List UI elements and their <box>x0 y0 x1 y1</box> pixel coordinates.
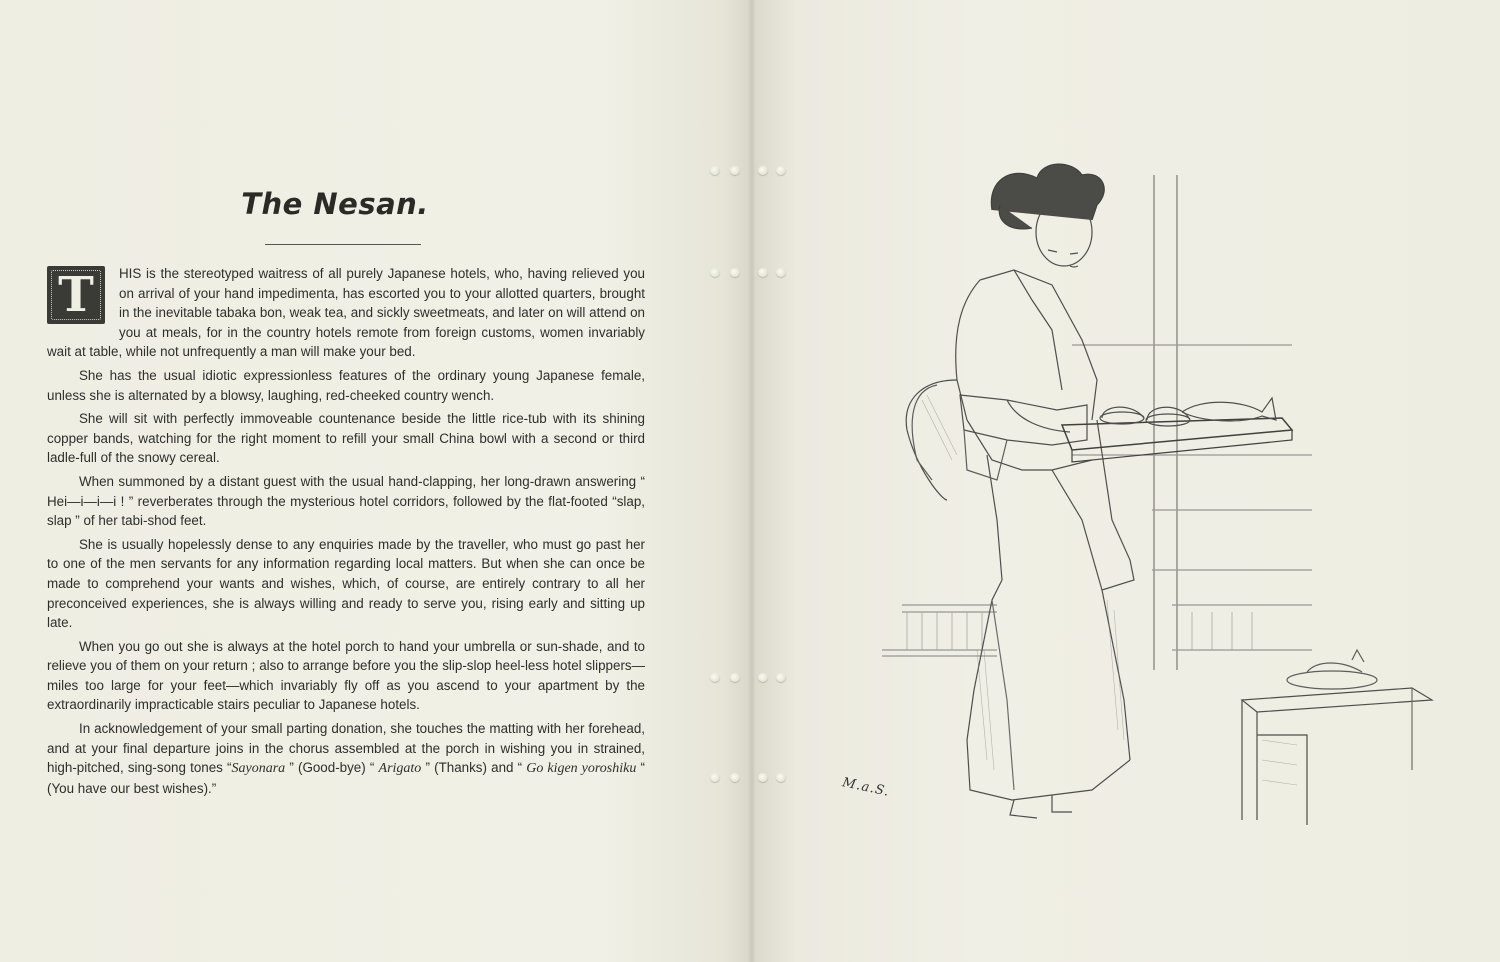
paragraph: She will sit with perfectly immoveable countenance beside the little rice-tub with its shining copper bands, watching for the right moment to refill your small China bowl with a second or third ladle-full of the snowy cereal. <box>47 411 645 466</box>
paragraph: She has the usual idiotic expressionless features of the ordinary young Japanese female, unless she is alternated by a blowsy, laughing, red-cheeked country wench. <box>47 367 645 403</box>
paragraph: T HIS is the stereotyped waitress of all purely Japanese hotels, who, having relieved you on arrival of your hand impedimenta, has escorted you to your allotted quarters, brought in the inevitable tabaka bon, weak tea, and sickly sweetmeats, and later on will attend on you at meals, for in the country hotels remote from foreign customs, women invariably wait at table, while not unfrequently a man will make your bed. <box>47 266 645 360</box>
paragraph: When summoned by a distant guest with the usual hand-clapping, her long-drawn answering “ Hei—i—i—i ! ” reverberates through the mysterious hotel corridors, followed by the flat-footed “slap, slap ” of her tabi-shod feet. <box>47 473 645 529</box>
article-body <box>47 264 645 802</box>
title-divider <box>265 244 421 245</box>
paragraph: When you go out she is always at the hotel porch to hand your umbrella or sun-shade, and to relieve you of them on your return ; also to arrange before you the slip-slop heel-less hotel slippers—miles too large for your feet—which invariably fly off as you ascend to your apartment by the extraordinarily impracticable stairs peculiar to Japanese hotels. <box>47 638 645 713</box>
waitress-illustration <box>752 0 1500 962</box>
artist-signature: M.a.S. <box>840 775 891 800</box>
page-title: The Nesan. <box>241 187 429 221</box>
dropcap-ornament: T <box>47 266 105 324</box>
paragraph: She is usually hopelessly dense to any enquiries made by the traveller, who must go past her to one of the men servants for any information regarding local matters. But when she can once be made to comprehend your wants and wishes, which, of course, are entirely contrary to all her preconceived experiences, she is always willing and ready to serve you, rising early and sitting up late. <box>47 536 645 631</box>
paragraph-final: In acknowledgement of your small parting donation, she touches the matting with her forehead, and at your final departure joins in the chorus assembled at the porch in wishing you in strained, high-pitched, sing-song tones “Sayonara ” (Good-bye) “ Arigato ” (Thanks) and “ Go kigen yoroshiku “ (You have our best wishes).” <box>47 721 645 796</box>
